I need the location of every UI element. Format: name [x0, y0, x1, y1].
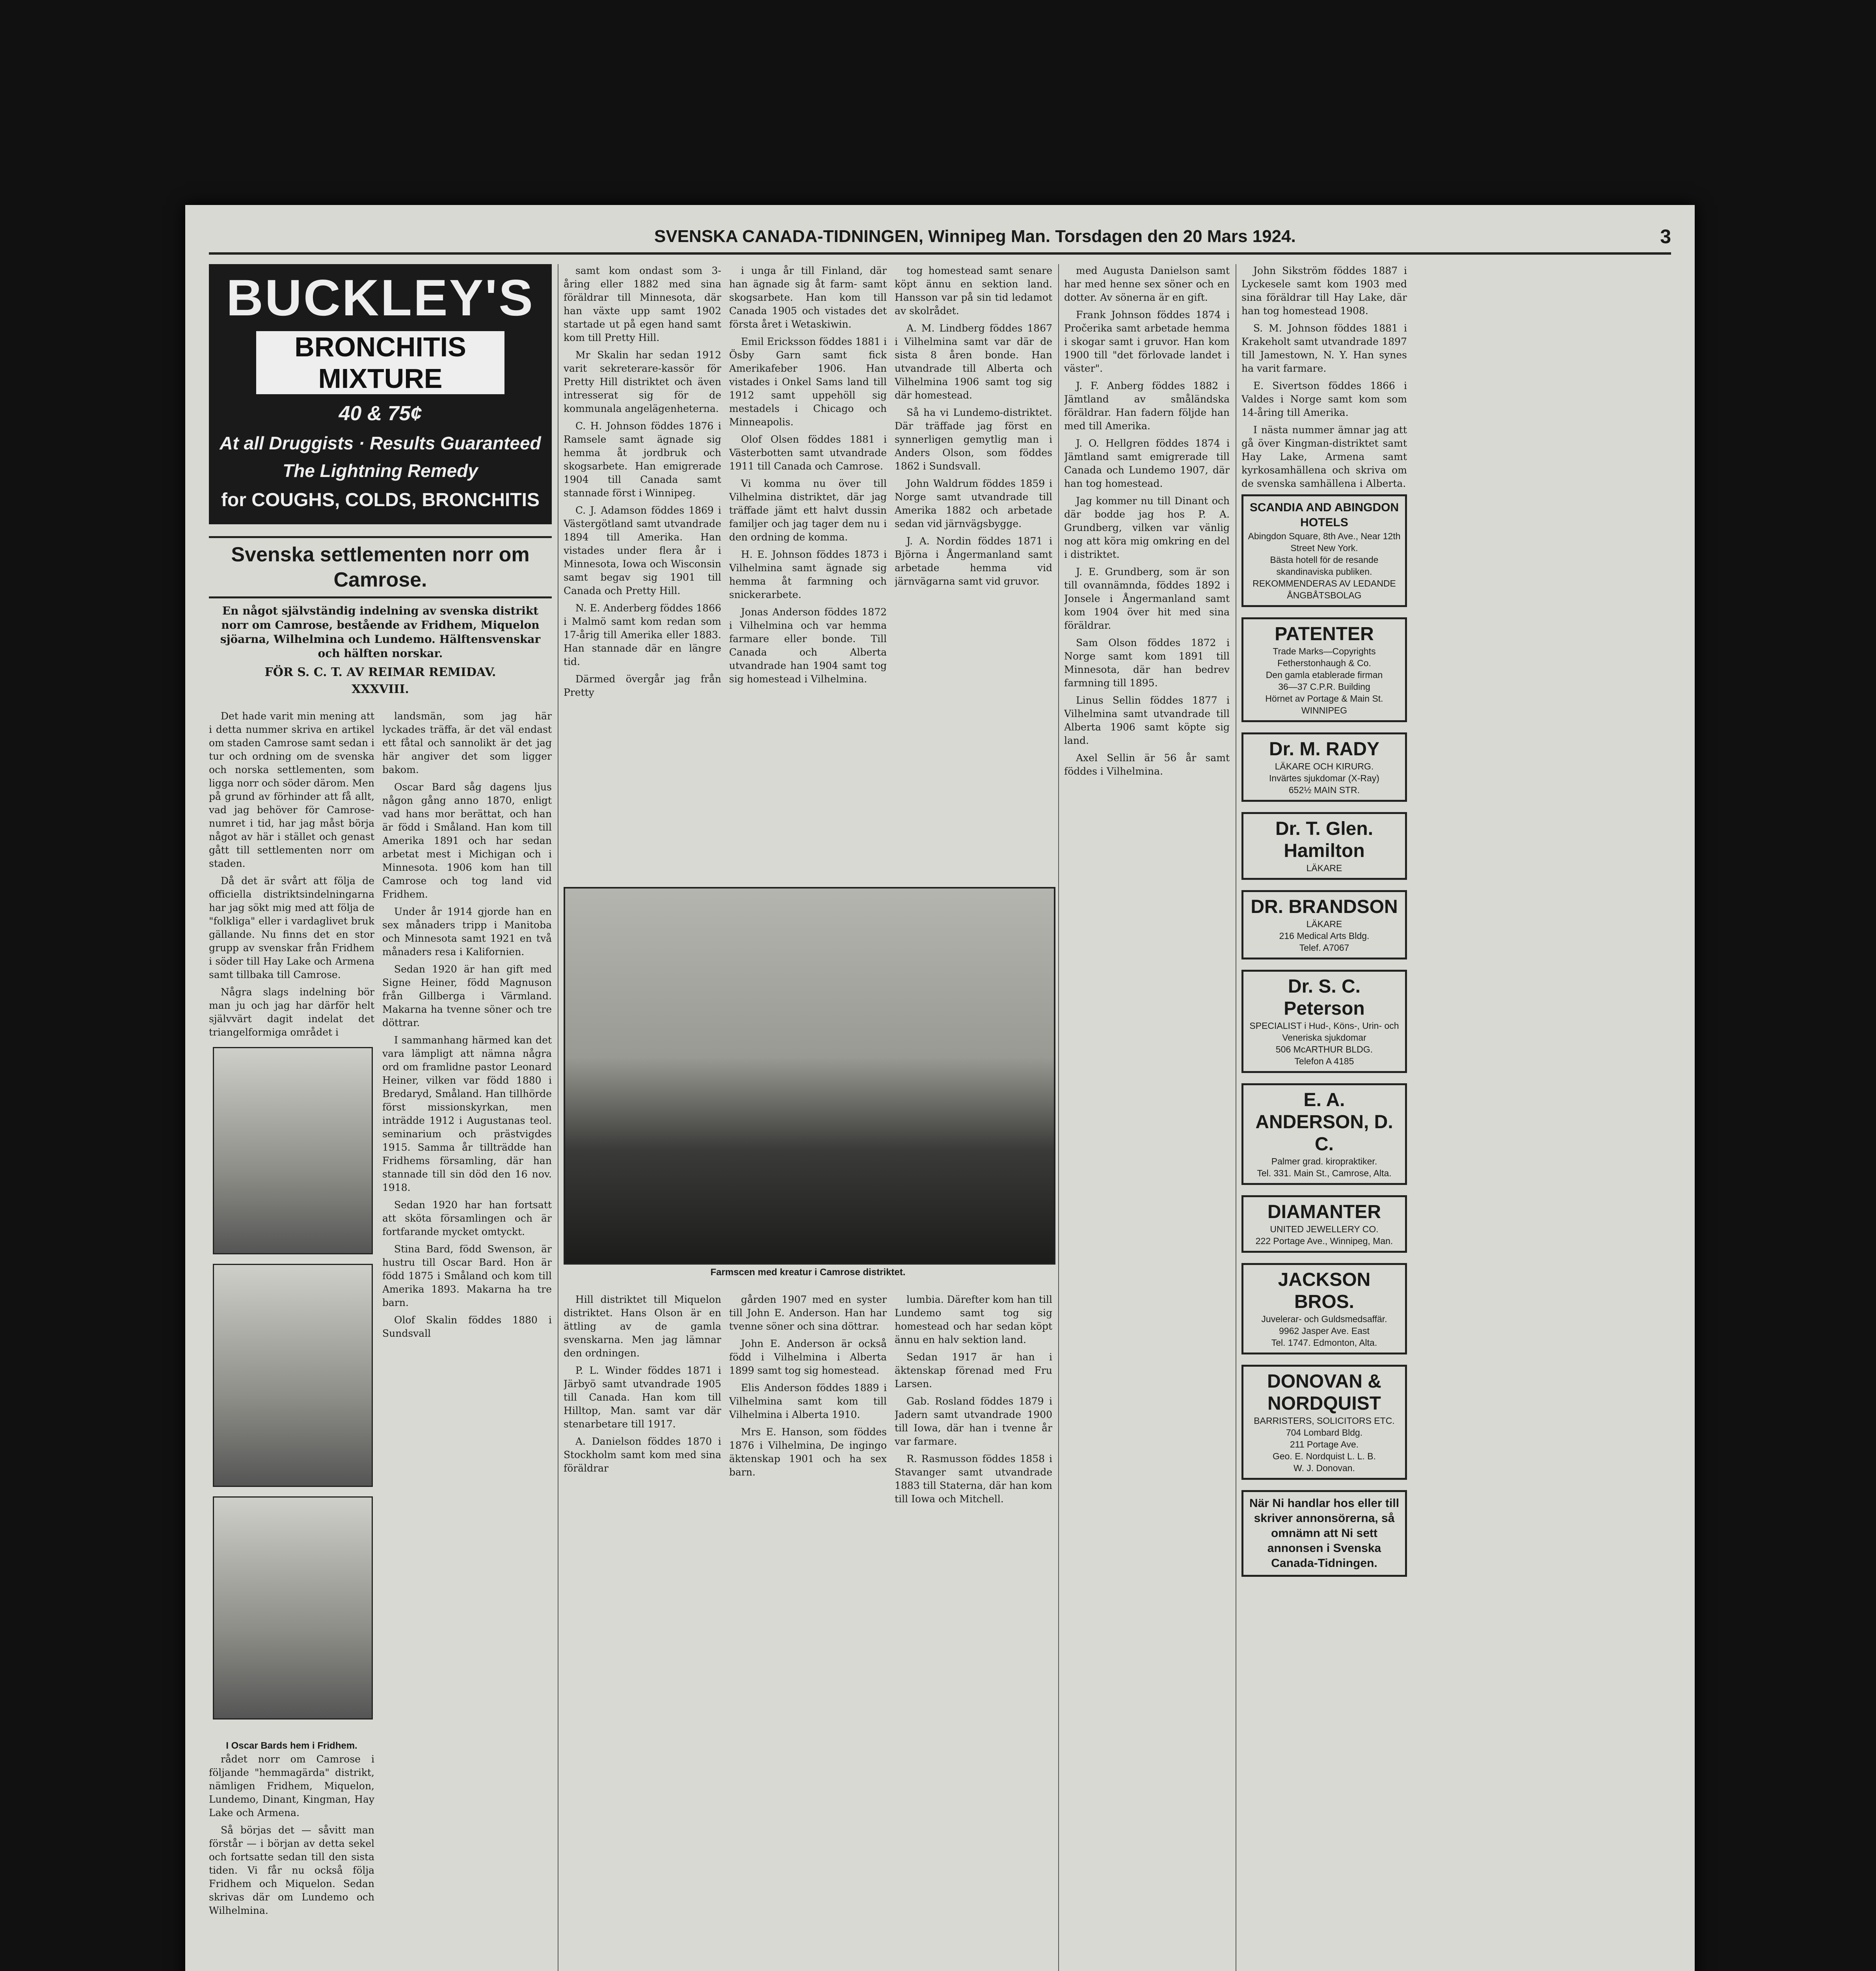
paragraph: i unga år till Finland, där han ägnade sig åt farm- samt skogsarbete. Han kom till Canada 1905 och vistades det första året i Wetaskiwin.	[729, 265, 887, 330]
photo-caption-center: Farmscen med kreatur i Camrose distriktet.	[710, 1267, 906, 1278]
paragraph: Stina Bard, född Swenson, är hustru till Oscar Bard. Hon är född 1875 i Småland och kom till Amerika 1893. Makarna ha tre barn.	[382, 1243, 552, 1308]
classified-ad	[1241, 617, 1407, 722]
paragraph: Sam Olson föddes 1872 i Norge samt kom 1891 till Minnesota, där han bedrev farmning till 1895.	[1064, 637, 1230, 689]
ad-line2: Results Guaranteed	[370, 433, 541, 453]
house-photo-1	[213, 1047, 373, 1254]
paragraph: tog homestead samt senare köpt ännu en sektion land. Hansson var på sin tid ledamot av skolrådet.	[895, 265, 1052, 317]
paragraph: Frank Johnson föddes 1874 i Pročerika samt arbetade hemma i skogar samt i gruvor. Han kom 1900 till "det förlovade landet i väster".	[1064, 309, 1230, 374]
paragraph: Vi komma nu över till Vilhelmina distriktet, där jag träffade jämt ett halvt dussin familjer och jag tager dem nu i den ordning de komma.	[729, 478, 887, 543]
center-photo-block	[564, 887, 1052, 1281]
ad-title: JACKSON BROS.	[1278, 1269, 1371, 1312]
classified-ad	[1241, 1490, 1407, 1577]
ad-line: Fetherstonhaugh & Co.	[1277, 658, 1371, 668]
paragraph: Sedan 1920 är han gift med Signe Heiner, född Magnuson från Gillberga i Värmland. Makarna ha tvenne söner och tre döttrar.	[382, 963, 552, 1028]
paragraph: C. H. Johnson föddes 1876 i Ramsele samt ägnade sig hemma åt jordbruk och skogsarbete. Han emigrerade 1904 till Canada samt stannade först i Winnipeg.	[564, 420, 721, 499]
paragraph: gården 1907 med en syster till John E. Anderson. Han har tvenne söner och sina döttrar.	[729, 1294, 887, 1332]
ad-title: Dr. M. RADY	[1269, 739, 1380, 760]
article-subtitle: En något självständig indelning av svenska distrikt norr om Camrose, bestående av Fridhem, Miquelon sjöarna, Wilhelmina och Lundemo. Hälftensvenskar och hälften norskar.	[220, 604, 541, 660]
paragraph: J. O. Hellgren föddes 1874 i Jämtland samt emigrerade till Canada och Lundemo 1907, där han tog homestead.	[1064, 438, 1230, 489]
ad-line: 652½ MAIN STR.	[1288, 785, 1360, 795]
photo-caption-left: I Oscar Bards hem i Fridhem.	[226, 1740, 357, 1751]
ad-line: BARRISTERS, SOLICITORS ETC.	[1254, 1416, 1395, 1426]
paragraph: Elis Anderson föddes 1889 i Vilhelmina samt kom till Vilhelmina i Alberta 1910.	[729, 1382, 887, 1420]
paragraph: landsmän, som jag här lyckades träffa, är det väl endast ett fåtal och sannolikt är det jag här angiver det som ligger bakom.	[382, 710, 552, 775]
ad-line: Palmer grad. kiropraktiker.	[1271, 1156, 1377, 1166]
paragraph: Därmed övergår jag från Pretty	[564, 673, 721, 698]
paragraph: A. M. Lindberg föddes 1867 i Vilhelmina samt var där de sista 8 åren bonde. Han utvandrade till Alberta och Vilhelmina 1906 samt tog sig där homestead.	[895, 322, 1052, 401]
ad-product: BRONCHITIS MIXTURE	[256, 331, 504, 394]
ad-taglines: At all Druggists · Results Guaranteed	[220, 433, 541, 453]
paragraph: H. E. Johnson föddes 1873 i Vilhelmina samt ägnade sig hemma åt farmning och snickerarbete.	[729, 549, 887, 600]
paragraph: John Sikström föddes 1887 i Lyckesele samt kom 1903 med sina föräldrar till Hay Lake, där han tog homestead 1908.	[1241, 265, 1407, 317]
paragraph: rådet norr om Camrose i följande "hemmagärda" distrikt, nämligen Fridhem, Miquelon, Lundemo, Dinant, Kingman, Hay Lake och Armena.	[209, 1753, 374, 1818]
photo-stack	[209, 1043, 374, 1737]
paragraph: John E. Anderson är också född i Vilhelmina i Alberta 1899 samt tog sig homestead.	[729, 1338, 887, 1376]
house-photo-3	[213, 1496, 373, 1720]
ad-title: DIAMANTER	[1267, 1202, 1381, 1222]
classified-ad	[1241, 1263, 1407, 1354]
paragraph: Under år 1914 gjorde han en sex månaders tripp i Manitoba och Minnesota samt 1921 en två månaders resa i Kalifornien.	[382, 906, 552, 958]
ad-line: LÄKARE	[1306, 919, 1342, 929]
column-3	[564, 264, 721, 879]
column-4	[729, 264, 887, 879]
paragraph: lumbia. Därefter kom han till Lundemo samt tog sig homestead och har sedan köpt ännu en halv sektion land.	[895, 1294, 1052, 1345]
ad-line: 704 Lombard Bldg.	[1286, 1427, 1363, 1438]
paragraph: Olof Olsen föddes 1881 i Västerbotten samt utvandrade 1911 till Canada och Camrose.	[729, 434, 887, 472]
ad-title: När Ni handlar hos eller till skriver annonsörerna, så omnämn att Ni sett annonsen i Svenska Canada-Tidningen.	[1249, 1497, 1400, 1570]
paragraph: Sedan 1920 har han fortsatt att sköta församlingen och är fortfarande mycket omtyckt.	[382, 1199, 552, 1237]
ad-line: Den gamla etablerade firman	[1266, 670, 1383, 680]
paragraph: C. J. Adamson föddes 1869 i Västergötland samt utvandrade 1894 till Amerika. Han vistades under flera år i Minnesota, Iowa och Wisconsin samt begav sig 1901 till Canada och Pretty Hill.	[564, 505, 721, 596]
buckleys-ad	[209, 264, 552, 524]
ad-line: SPECIALIST i Hud-, Köns-, Urin- och Veneriska sjukdomar	[1249, 1021, 1399, 1043]
paragraph: samt kom ondast som 3-åring eller 1882 med sina föräldrar till Minnesota, där han växte upp samt 1902 startade ut på egen hand samt kom till Pretty Hill.	[564, 265, 721, 343]
paragraph: J. A. Nordin föddes 1871 i Björna i Ångermanland samt arbetade hemma vid järnvägarna samt vid gruvor.	[895, 535, 1052, 587]
paragraph: S. M. Johnson föddes 1881 i Krakeholt samt utvandrade 1897 till Jamestown, N. Y. Han synes ha varit farmare.	[1241, 322, 1407, 374]
paragraph: A. Danielson föddes 1870 i Stockholm samt kom med sina föräldrar	[564, 1436, 721, 1474]
page-header	[209, 221, 1671, 255]
paragraph: Hill distriktet till Miquelon distriktet. Hans Olson är en ättling av de gamla svenskarna. Men jag lämnar den ordningen.	[564, 1294, 721, 1359]
column-7	[1241, 264, 1407, 1971]
article-part: XXXVIII.	[352, 682, 409, 696]
ad-line: LÄKARE	[1306, 863, 1342, 873]
paragraph: Det hade varit min mening att i detta nummer skriva en artikel om staden Camrose samt sedan i tur och ordning om de svenska och norska settlementen, som ligga norr och söder därom. Men på grund av förhinder att få allt, vad jag behöver för Camrose-numret i tid, har jag måst börja något av här i stället och genast gått till settlementen norr om staden.	[209, 710, 374, 869]
ad-line: Telef. A7067	[1299, 943, 1349, 953]
ad-line: Telefon A 4185	[1294, 1056, 1354, 1066]
column-8	[564, 1293, 721, 1971]
classified-ad	[1241, 732, 1407, 802]
ad-line: Tel. 331. Main St., Camrose, Alta.	[1257, 1168, 1392, 1178]
column-10	[895, 1293, 1052, 1971]
paragraph: Mrs E. Hanson, som föddes 1876 i Vilhelmina, De ingingo äktenskap 1901 och ha sex barn.	[729, 1426, 887, 1478]
classified-ad	[1241, 1365, 1407, 1480]
ad-line: Bästa hotell för de resande skandinaviska publiken.	[1270, 555, 1379, 577]
paragraph: John Waldrum föddes 1859 i Norge samt utvandrade till Amerika 1882 och arbetade sedan vid järnvägsbygge.	[895, 478, 1052, 529]
paragraph: Emil Ericksson föddes 1881 i Ösby Garn samt fick Amerikafeber 1906. Han vistades i Onkel Sams land till 1912 samt uppehöll sig mestadels i Chicago och Minneapolis.	[729, 336, 887, 428]
ad-title: DR. BRANDSON	[1251, 896, 1398, 917]
paragraph: Så börjas det — såvitt man förstår — i början av detta sekel och fortsatte sedan till den sista tiden. Vi får nu också följa Fridhem och Miquelon. Sedan skrivas där om Lundemo och Wilhelmina.	[209, 1824, 374, 1916]
ad-title: Dr. T. Glen. Hamilton	[1275, 818, 1374, 861]
column-1	[209, 710, 374, 1971]
column-9	[729, 1293, 887, 1971]
column-rule	[1058, 264, 1059, 1971]
paragraph: Så ha vi Lundemo-distriktet. Där träffade jag först en synnerligen gemytlig man i Anders Olson, som föddes 1862 i Sundsvall.	[895, 407, 1052, 472]
paragraph: Mr Skalin har sedan 1912 varit sekreterare-kassör för Pretty Hill distriktet och även intresserat sig för de kommunala angelägenheterna.	[564, 349, 721, 414]
ad-slogan: The Lightning Remedy	[283, 460, 478, 481]
article-headline	[209, 536, 552, 696]
paragraph: Axel Sellin är 56 år samt föddes i Vilhelmina.	[1064, 752, 1230, 777]
classified-ad	[1241, 1195, 1407, 1253]
ad-title: Dr. S. C. Peterson	[1284, 976, 1365, 1019]
house-photo-2	[213, 1264, 373, 1487]
paragraph: N. E. Anderberg föddes 1866 i Malmö samt kom redan som 17-årig till Amerika eller 1883. Han stannade där en längre tid.	[564, 602, 721, 667]
paragraph: E. Sivertson föddes 1866 i Valdes i Norge samt kom som 14-åring till Amerika.	[1241, 380, 1407, 418]
page-number: 3	[1660, 225, 1671, 248]
paragraph: med Augusta Danielson samt har med henne sex söner och en dotter. Av sönerna är en gift.	[1064, 265, 1230, 303]
column-5	[895, 264, 1052, 879]
newspaper-page	[185, 205, 1695, 1971]
article-title: Svenska settlementen norr om Camrose.	[209, 536, 552, 598]
ad-title: DONOVAN & NORDQUIST	[1267, 1371, 1381, 1414]
ad-brand: BUCKLEY'S	[226, 269, 534, 326]
ad-line: Geo. E. Nordquist L. L. B.	[1272, 1451, 1376, 1461]
column-2	[382, 710, 552, 1971]
ad-line: Abingdon Square, 8th Ave., Near 12th Street New York.	[1248, 531, 1401, 553]
ad-line: 506 McARTHUR BLDG.	[1275, 1044, 1373, 1054]
paragraph: Linus Sellin föddes 1877 i Vilhelmina samt utvandrade till Alberta 1906 samt köpte sig land.	[1064, 695, 1230, 746]
paragraph: Sedan 1917 är han i äktenskap förenad med Fru Larsen.	[895, 1351, 1052, 1390]
ad-for: for COUGHS, COLDS, BRONCHITIS	[221, 490, 540, 510]
ad-line: LÄKARE OCH KIRURG.	[1275, 761, 1374, 771]
ad-price: 40 & 75¢	[339, 402, 422, 425]
ad-line: UNITED JEWELLERY CO.	[1270, 1224, 1379, 1234]
ad-line: WINNIPEG	[1301, 705, 1347, 715]
column-6	[1064, 264, 1230, 1971]
paragraph: Några slags indelning bör man ju och jag har därför helt självvärt dagit indelat det triangelformiga området i	[209, 986, 374, 1038]
ad-line1: At all Druggists	[220, 433, 354, 453]
classified-ad	[1241, 970, 1407, 1073]
ad-line: Hörnet av Portage & Main St.	[1265, 693, 1383, 704]
article-byline: FÖR S. C. T. AV REIMAR REMIDAV.	[264, 665, 496, 679]
paragraph: J. E. Grundberg, som är son till ovannämnda, föddes 1892 i Jonsele i Ångermanland samt kom 1904 över hit med sina föräldrar.	[1064, 566, 1230, 631]
paragraph: Gab. Rosland föddes 1879 i Jadern samt utvandrade 1900 till Iowa, där han i tvenne år var farmare.	[895, 1395, 1052, 1447]
ad-line: 216 Medical Arts Bldg.	[1279, 931, 1370, 941]
ad-line: 9962 Jasper Ave. East	[1279, 1326, 1370, 1336]
ad-line: 36—37 C.P.R. Building	[1278, 682, 1370, 692]
classified-ad	[1241, 494, 1407, 607]
ad-line: Trade Marks—Copyrights	[1273, 646, 1376, 656]
ad-title: E. A. ANDERSON, D. C.	[1255, 1090, 1393, 1155]
ad-line: REKOMMENDERAS AV LEDANDE ÅNGBÅTSBOLAG	[1253, 578, 1396, 600]
classified-ad	[1241, 890, 1407, 959]
paragraph: R. Rasmusson föddes 1858 i Stavanger samt utvandrade 1883 till Staterna, där han kom till Iowa och Mitchell.	[895, 1453, 1052, 1505]
classified-ad	[1241, 812, 1407, 880]
ad-title: SCANDIA AND ABINGDON HOTELS	[1249, 501, 1399, 529]
ads-column	[1241, 494, 1407, 1577]
paragraph: Då det är svårt att följa de officiella distriktsindelningarna har jag sökt mig med att följa de "folkliga" eller i vardaglivet bruk gällande. Nu finns det en stor grupp av svenskar från Fridhem i söder till Hay Lake och Armena samt tillbaka till Camrose.	[209, 875, 374, 980]
paragraph: J. F. Anberg föddes 1882 i Jämtland av småländska föräldrar. Han fadern följde han med till Amerika.	[1064, 380, 1230, 432]
ad-title: PATENTER	[1275, 624, 1374, 645]
ad-line: Juvelerar- och Guldsmedsaffär.	[1261, 1314, 1387, 1324]
ad-line: Tel. 1747. Edmonton, Alta.	[1271, 1338, 1377, 1348]
paragraph: P. L. Winder föddes 1871 i Järbyö samt utvandrade 1905 till Canada. Han kom till Hilltop, Man. samt var där stenarbetare till 1917.	[564, 1365, 721, 1430]
paper-title: SVENSKA CANADA-TIDNINGEN, Winnipeg Man. Torsdagen den 20 Mars 1924.	[654, 227, 1296, 246]
paragraph: Jonas Anderson föddes 1872 i Vilhelmina och var hemma farmare eller bonde. Till Canada och Alberta utvandrade han 1904 samt tog sig homestead i Vilhelmina.	[729, 606, 887, 685]
paragraph: Oscar Bard såg dagens ljus någon gång anno 1870, enligt vad hans mor berättat, och han är född i Småland. Han kom till Amerika 1891 och har sedan arbetat mest i Michigan och i Minnesota. 1906 kom han till Camrose och tog land vid Fridhem.	[382, 781, 552, 900]
classified-ad	[1241, 1083, 1407, 1185]
farm-scene-photo	[564, 887, 1055, 1265]
paragraph: Olof Skalin föddes 1880 i Sundsvall	[382, 1314, 552, 1339]
ad-line: W. J. Donovan.	[1293, 1463, 1355, 1473]
ad-line: 211 Portage Ave.	[1290, 1439, 1359, 1449]
paragraph: Jag kommer nu till Dinant och där bodde jag hos P. A. Grundberg, vilken var vänlig nog att köra mig omkring en del i distriktet.	[1064, 495, 1230, 560]
ad-line: 222 Portage Ave., Winnipeg, Man.	[1255, 1236, 1393, 1246]
paragraph: I sammanhang härmed kan det vara lämpligt att nämna några ord om framlidne pastor Leonard Heiner, vilken var född 1880 i Bredaryd, Småland. Han tillhörde först missionskyrkan, men inträdde 1912 i Augustanas teol. seminarium och prästvigdes 1915. Samma år tillträdde han Fridhems församling, där han stannade till sin död den 16 nov. 1918.	[382, 1034, 552, 1193]
ad-line: Invärtes sjukdomar (X-Ray)	[1269, 773, 1379, 783]
paragraph: I nästa nummer ämnar jag att gå över Kingman-distriktet samt Hay Lake, Armena samt kyrkosamhällena och skriva om de svenska samhällena i Alberta.	[1241, 424, 1407, 489]
